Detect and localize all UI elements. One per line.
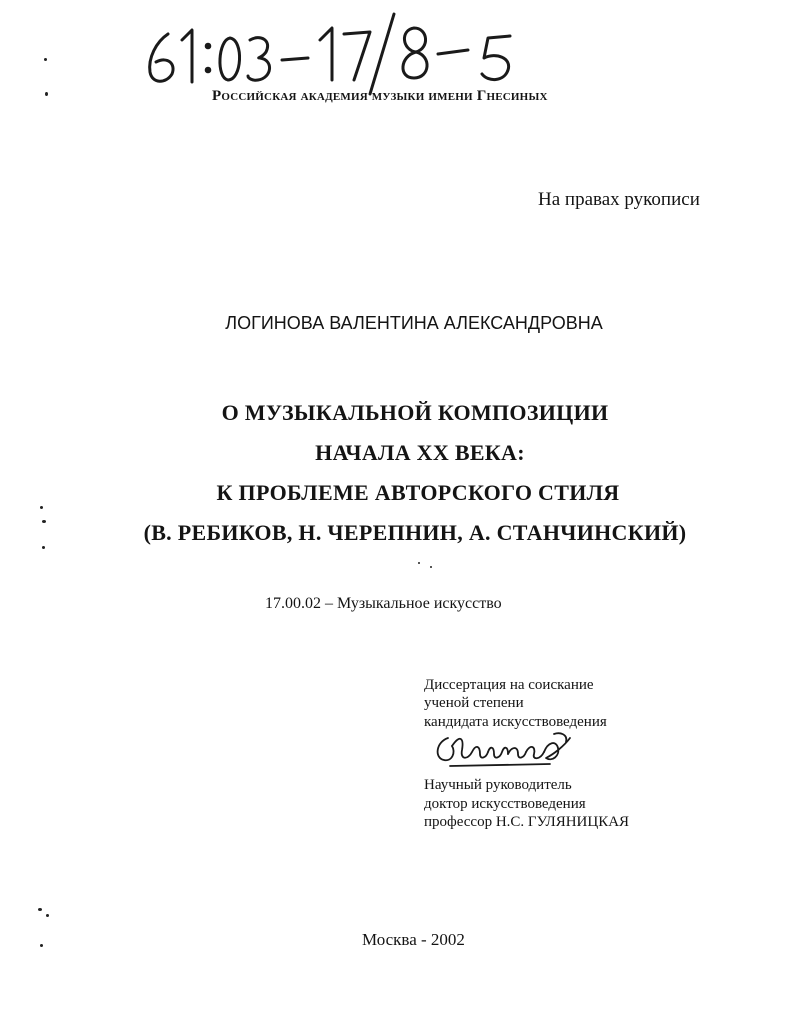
- supervisor-line-2: доктор искусствоведения: [424, 796, 586, 812]
- scan-speck: [42, 546, 45, 549]
- scan-speck: [38, 908, 42, 911]
- scan-speck: [40, 944, 43, 947]
- institution-name: Российская академия музыки имени Гнесиных: [212, 88, 548, 104]
- degree-line-2: ученой степени: [424, 695, 524, 711]
- specialty-code: 17.00.02 – Музыкальное искусство: [265, 595, 502, 612]
- scan-speck: [45, 92, 48, 96]
- author-signature: [430, 728, 580, 770]
- scan-speck: [42, 520, 46, 523]
- supervisor-line-3: профессор Н.С. ГУЛЯНИЦКАЯ: [424, 814, 630, 830]
- scan-speck: [46, 914, 49, 917]
- title-line-4: (В. РЕБИКОВ, Н. ЧЕРЕПНИН, А. СТАНЧИНСКИЙ): [143, 520, 687, 545]
- place-and-year: Москва - 2002: [362, 930, 465, 949]
- scan-speck: [40, 506, 43, 509]
- scan-speck: [418, 562, 420, 564]
- title-line-2: НАЧАЛА XX ВЕКА:: [315, 440, 525, 465]
- author-name: ЛОГИНОВА ВАЛЕНТИНА АЛЕКСАНДРОВНА: [225, 313, 603, 333]
- handwritten-archive-code: [132, 6, 552, 96]
- supervisor-line-1: Научный руководитель: [424, 777, 572, 793]
- manuscript-note: На правах рукописи: [538, 189, 700, 210]
- title-line-1: О МУЗЫКАЛЬНОЙ КОМПОЗИЦИИ: [221, 400, 609, 425]
- degree-line-3: кандидата искусствоведения: [424, 714, 607, 730]
- scan-speck: [430, 566, 432, 568]
- degree-line-1: Диссертация на соискание: [424, 677, 594, 693]
- title-line-3: К ПРОБЛЕМЕ АВТОРСКОГО СТИЛЯ: [216, 480, 620, 505]
- scan-speck: [44, 58, 47, 61]
